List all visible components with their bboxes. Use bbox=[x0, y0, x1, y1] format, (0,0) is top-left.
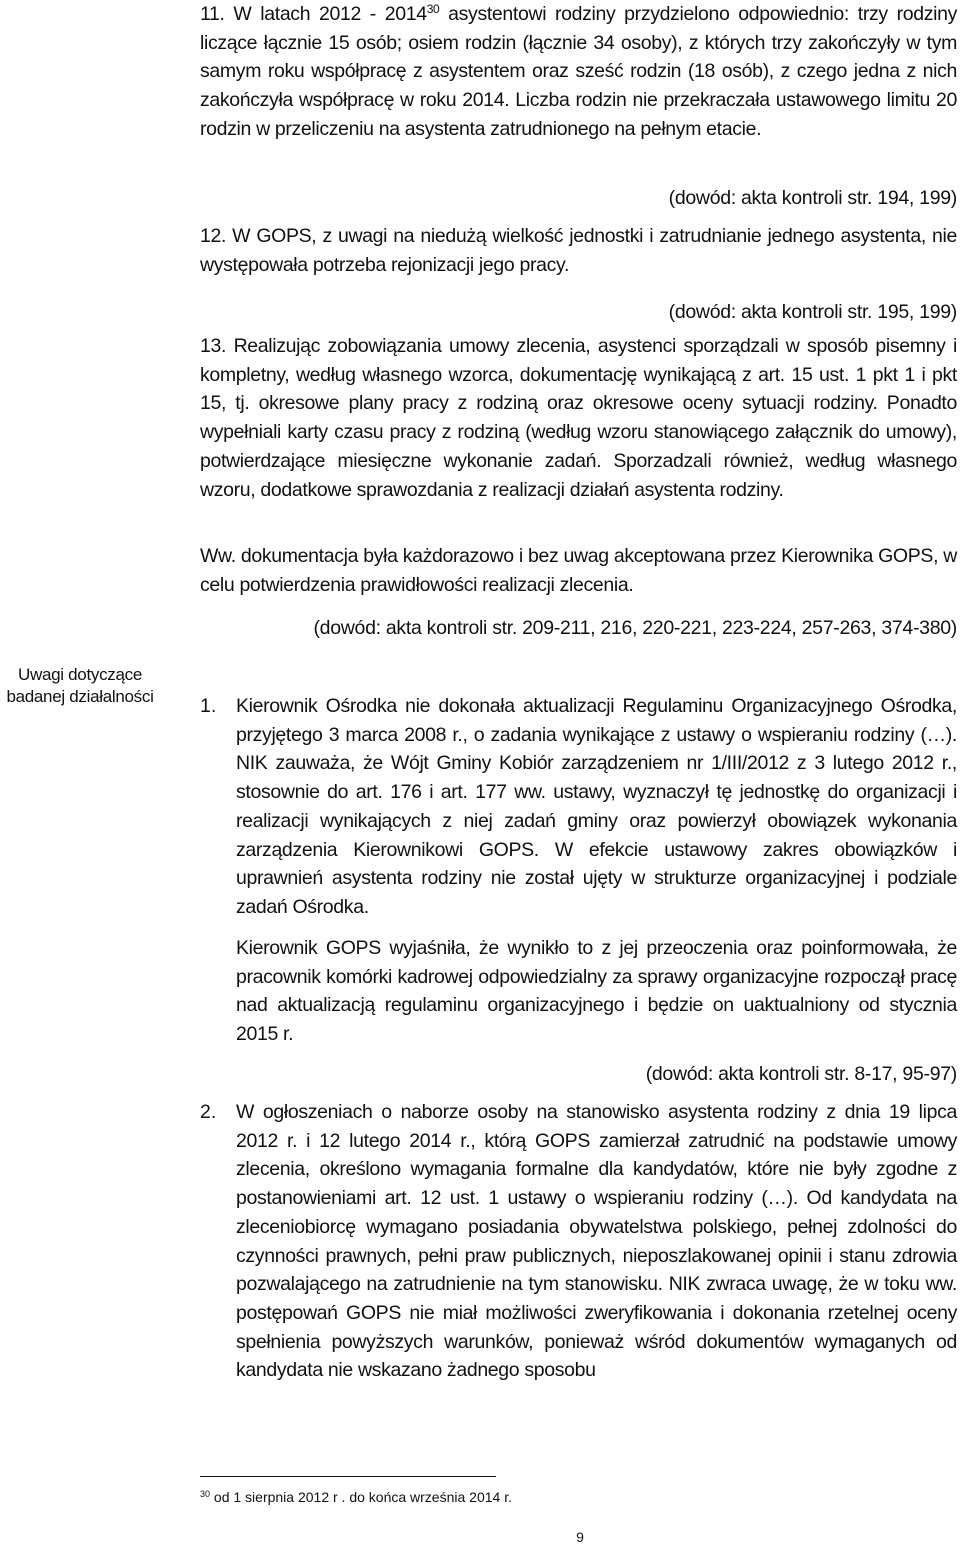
paragraph-text: Realizując zobowiązania umowy zlecenia, asystenci sporządzali w sposób pisemny i kompletny, według własnego wzorca, dokumentację wynikającą z art. 15 ust. 1 pkt 1 i pkt 15, tj. okresowe plany pracy z rodziną oraz okresowe oceny sytuacji rodziny. Ponadto wypełniali karty czasu pracy z rodziną (według wzoru stanowiącego załącznik do umowy), potwierdzające miesięczne wykonanie zadań. Sporzadzali również, według własnego wzoru, dodatkowe sprawozdania z realizacji działań asystenta rodziny. bbox=[200, 335, 957, 501]
paragraph-point-13 bbox=[200, 332, 957, 504]
paragraph-text: asystentowi rodziny przydzielono odpowiednio: trzy rodziny liczące łącznie 15 osób; osiem rodzin (łącznie 34 osoby), z których trzy zakończyły w tym samym roku współpracę z asystentem oraz sześć rodzin (18 osób), z czego jedna z nich zakończyła współpracę w roku 2014. Liczba rodzin nie przekraczała ustawowego limitu 20 rodzin w przeliczeniu na asystenta zatrudnionego na pełnym etacie. bbox=[200, 3, 957, 140]
point-number: 13. bbox=[200, 335, 227, 357]
remark-explanation: Kierownik GOPS wyjaśniła, że wynikło to z jej przeoczenia oraz poinformowała, że pracownik komórki kadrowej odpowiedzialny za sprawy organizacyjne rozpoczął pracę nad aktualizacją regulaminu organizacyjnego i będzie on uaktualniony od stycznia 2015 r. bbox=[236, 937, 957, 1046]
paragraph-point-11 bbox=[200, 0, 957, 144]
section-side-label: Uwagi dotyczące badanej działalności bbox=[6, 665, 154, 706]
paragraph-text: W latach 2012 - 2014 bbox=[233, 3, 427, 25]
evidence-reference: (dowód: akta kontroli str. 209-211, 216, 220-221, 223-224, 257-263, 374-380) bbox=[313, 617, 957, 639]
evidence-reference: (dowód: akta kontroli str. 195, 199) bbox=[668, 301, 957, 323]
evidence-reference: (dowód: akta kontroli str. 194, 199) bbox=[668, 187, 957, 209]
evidence-reference: (dowód: akta kontroli str. 8-17, 95-97) bbox=[645, 1063, 957, 1085]
remark-text: Kierownik Ośrodka nie dokonała aktualizacji Regulaminu Organizacyjnego Ośrodka, przyjętego 3 marca 2008 r., o zadania wynikające z ustawy o wspieraniu rodziny (…). NIK zauważa, że Wójt Gminy Kobiór zarządzeniem nr 1/III/2012 z 3 lutego 2012 r., stosownie do art. 176 i art. 177 ww. ustawy, wyznaczył tę jednostkę do organizacji i realizacji wynikających z niej zadań gminy oraz powierzył obowiązek wykonania zarządzenia Kierownikowi GOPS. W efekcie ustawowy zakres obowiązków i uprawnień asystenta rodziny nie został ujęty w strukturze organizacyjnej i podziale zadań Ośrodka. bbox=[236, 695, 957, 918]
footnote-text: od 1 sierpnia 2012 r . do końca września 2014 r. bbox=[210, 1489, 512, 1505]
paragraph-text: W GOPS, z uwagi na niedużą wielkość jednostki i zatrudnianie jednego asystenta, nie występowała potrzeba rejonizacji jego pracy. bbox=[200, 225, 957, 276]
footnote bbox=[200, 1488, 512, 1506]
footnote-marker: 30 bbox=[200, 1489, 211, 1499]
point-number: 12. bbox=[200, 225, 227, 247]
remark-number: 1. bbox=[200, 695, 217, 717]
point-number: 11. bbox=[200, 3, 225, 25]
remark-text: W ogłoszeniach o naborze osoby na stanowisko asystenta rodziny z dnia 19 lipca 2012 r. i 12 lutego 2014 r., którą GOPS zamierzał zatrudnić na podstawie umowy zlecenia, określono wymagania formalne dla kandydatów, które nie były zgodne z postanowieniami art. 12 ust. 1 ustawy o wspieraniu rodziny (…). Od kandydata na zleceniobiorcę wymagano posiadania obywatelstwa polskiego, pełnej zdolności do czynności prawnych, pełni praw publicznych, nieposzlakowanej opinii i stanu zdrowia pozwalającego na zatrudnienie na tym stanowisku. NIK zwraca uwagę, że w toku ww. postępowań GOPS nie miał możliwości zweryfikowania i dokonania rzetelnej oceny spełnienia powyższych warunków, ponieważ wśród dokumentów wymaganych od kandydata nie wskazano żadnego sposobu bbox=[236, 1101, 957, 1382]
page-number: 9 bbox=[576, 1529, 584, 1545]
remark-number: 2. bbox=[200, 1101, 217, 1123]
paragraph-point-13-continuation: Ww. dokumentacja była każdorazowo i bez uwag akceptowana przez Kierownika GOPS, w celu potwierdzenia prawidłowości realizacji zlecenia. bbox=[200, 545, 957, 596]
footnote-separator bbox=[200, 1476, 496, 1477]
footnote-reference: 30 bbox=[426, 2, 440, 16]
paragraph-point-12 bbox=[200, 222, 957, 279]
